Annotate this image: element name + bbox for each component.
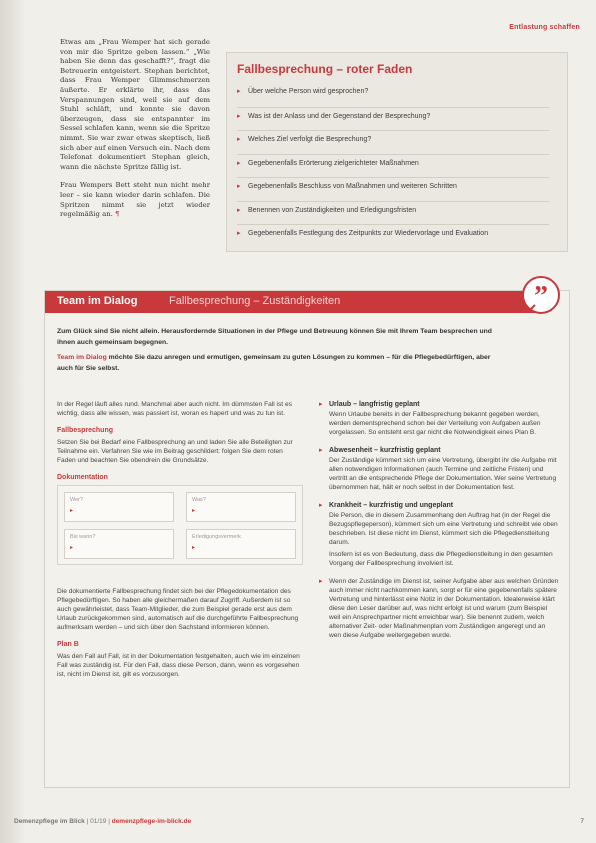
website-link[interactable]: demenzpflege-im-blick.de [111, 818, 192, 825]
field-label: Was? [192, 497, 206, 503]
issue-number: 01/19 [90, 818, 107, 825]
list-item-text: Gegebenenfalls Festlegung des Zeitpunkts zur Wiedervorlage und Evaluation [248, 230, 489, 237]
list-item [237, 83, 549, 107]
arrow-icon: ▸ [319, 447, 323, 454]
list-item-text: Welches Ziel verfolgt die Besprechung? [248, 136, 372, 143]
team-dialog-subtitle: Fallbesprechung – Zuständigkeiten [169, 295, 341, 307]
intro-highlight: Team im Dialog [57, 354, 107, 361]
page-number: 7 [580, 818, 584, 825]
list-item [237, 107, 549, 131]
list-item [237, 201, 549, 225]
footer-separator: | [86, 818, 91, 825]
field-label: Erledigungsvermerk [192, 534, 241, 540]
footer-separator: | [108, 818, 112, 825]
arrow-icon: ▸ [319, 578, 323, 585]
team-dialog-box [44, 281, 570, 788]
triangle-bullet-icon: ▸ [237, 136, 241, 143]
form-field-was [186, 492, 296, 522]
quote-bubble-icon [521, 275, 561, 315]
list-item [237, 130, 549, 154]
triangle-bullet-icon: ▸ [237, 183, 241, 190]
triangle-bullet-icon: ▸ [237, 159, 241, 167]
field-label: Wer? [70, 497, 84, 503]
documentation-form [57, 485, 303, 565]
item-title: Krankheit – kurzfristig und ungeplant [329, 502, 454, 509]
team-dialog-title: Team im Dialog [57, 295, 138, 307]
arrow-icon: ▸ [319, 401, 323, 408]
form-field-erledigungsvermerk [186, 529, 296, 559]
item-title: Abwesenheit – kurzfristig geplant [329, 447, 441, 454]
end-mark: ¶ [115, 210, 120, 219]
left-column [57, 400, 301, 687]
plan-b-text: Was den Fall auf Fall, ist in der Dokumentation festgehalten, auch wie im einzelnen Fall was zuständig ist. Für den Fall, dass diese Person, dann, wenn es vorgesehen ist, nicht im Dienst ist, gilt es vorzusorgen. [57, 653, 300, 678]
list-item [319, 446, 559, 492]
list-item-text: Benennen von Zuständigkeiten und Erledigungsfristen [248, 206, 417, 214]
team-dialog-intro [57, 326, 507, 378]
item-text: Der Zuständige kümmert sich um eine Vertretung, übergibt ihr die Aufgabe mit allen notwendigen Informationen (auch Termine und zeitliche Fristen) und vertritt an die entsprechende Pflege der Dokumentation. Wer seine Vertretung übernommen hat, hält er noch selbst in der Dokumentation fest. [329, 457, 557, 491]
intro-paragraph-2 [57, 352, 507, 374]
arrow-icon: ▸ [192, 508, 196, 514]
dokumentation-text: Die dokumentierte Fallbesprechung findet sich bei der Pflegedokumentation des Pflegebedürftigen. So haben alle gleichermaßen darauf Zugriff. Außerdem ist so auch gewährleistet, dass Team-Mitglieder, die zum Beispiel gerade erst aus dem Urlaub zurückgekommen sind, automatisch auf die durchgeführte Fallbesprechung aufmerksam werden – und sich über den Sachstand informieren können. [57, 588, 299, 631]
triangle-bullet-icon: ▸ [237, 88, 241, 95]
list-item [319, 501, 559, 568]
list-item-text: Gegebenenfalls Beschluss von Maßnahmen und weiteren Schritten [248, 183, 457, 190]
list-item-text: Gegebenenfalls Erörterung zielgerichteter Maßnahmen [248, 159, 419, 167]
plan-b-heading: Plan B [57, 641, 79, 648]
item-text: Die Person, die in diesem Zusammenhang den Auftrag hat (in der Regel die Bezugspflegeperson), kümmert sich um eine Vertretung und schreibt wie oben beschrieben. Ist diese nicht im Dienst, kümmert sich die Pflegedienstleitung darum. [329, 512, 558, 546]
item-title: Urlaub – langfristig geplant [329, 401, 420, 408]
arrow-icon: ▸ [192, 545, 196, 551]
dokumentation-heading: Dokumentation [57, 474, 108, 481]
arrow-icon: ▸ [319, 502, 323, 509]
article-paragraph-text: Frau Wempers Bett steht nun nicht mehr leer – sie kann wieder darin schlafen. Die Spritzen nimmt sie jetzt wieder regelmäßig an. [60, 181, 210, 219]
item-text: Wenn der Zuständige im Dienst ist, seiner Aufgabe aber aus welchen Gründen auch immer nicht nachkommen kann, sorgt er für eine gegebenenfalls spätere Vertretung und hinterlässt eine Notiz in der Dokumentation. Idealerweise klärt diese den Leser darüber auf, was nicht erfolgt ist und warum (zum Beispiel weil ein Ansprechpartner nicht erreichbar war). Sie benennt zudem, welch alternativer Zeit- oder Maßnahmenplan vom Zuständigen angeregt und an wen diese Aufgabe weitergegeben wurde. [329, 578, 559, 639]
triangle-bullet-icon: ▸ [237, 230, 241, 237]
section-tag: Entlastung schaffen [509, 24, 580, 31]
roter-faden-list [227, 83, 567, 248]
field-label: Bis wann? [70, 534, 96, 540]
page-footer [14, 818, 584, 825]
list-item [237, 154, 549, 178]
article-paragraph: Etwas am „Frau Wemper hat sich gerade von mir die Spritze geben lassen.“ „Wie haben Sie denn das geschafft?“, fragt die Betreuerin entgeistert. Stephan berichtet, dass Frau Wemper Glimmschmerzen äußerte. Er erklärte ihr, dass das Verspannungen sind, weil sie auf dem Stuhl schläft, und konnte sie davon überzeugen, dass sie entspannter im Sessel schlafen kann, wenn sie die Spritze nimmt. Sie war zwar etwas skeptisch, ließ sich aber auf einen Versuch ein. Nach dem Telefonat dokumentiert Stephan gleich, wann die nächste Spritze fällig ist. [60, 38, 210, 171]
page-binding-shadow [0, 0, 26, 843]
form-field-bis-wann [64, 529, 174, 559]
list-item [319, 400, 559, 437]
article-paragraph-end [60, 181, 210, 219]
intro-text: möchte Sie dazu anregen und ermutigen, gemeinsam zu guten Lösungen zu kommen – für die Pflegebedürftigen, aber auch für Sie selbst. [57, 354, 491, 372]
fallbesprechung-text: Setzen Sie bei Bedarf eine Fallbesprechung an und laden Sie alle Beteiligten zur Teilnahme ein. Verfahren Sie wie im Beitrag geschildert: folgen Sie dem roten Faden und beachten Sie obendrein die Grundsätze. [57, 439, 293, 464]
magazine-name: Demenzpflege im Blick [14, 818, 85, 825]
roter-faden-box [226, 52, 568, 252]
list-item-text: Über welche Person wird gesprochen? [248, 88, 369, 95]
svg-text:”: ” [534, 281, 548, 312]
article-text [60, 38, 210, 229]
fallbesprechung-heading: Fallbesprechung [57, 427, 114, 434]
list-item [237, 177, 549, 201]
roter-faden-title: Fallbesprechung – roter Faden [237, 62, 413, 76]
triangle-bullet-icon: ▸ [237, 112, 241, 120]
item-text-2: Insofern ist es von Bedeutung, dass die Pflegedienstleitung in den gesamten Vorgang der Fallbesprechung involviert ist. [329, 551, 553, 567]
list-item-text: Was ist der Anlass und der Gegenstand der Besprechung? [248, 112, 431, 120]
list-item [237, 224, 549, 248]
item-text: Wenn Urlaube bereits in der Fallbesprechung bekannt gegeben werden, werden dementsprechend schon bei der Verteilung von Aufgaben außen vorgelassen. So entsteht erst gar nicht die Notwendigkeit eines Plan B. [329, 411, 541, 436]
list-item [319, 577, 559, 640]
form-field-wer [64, 492, 174, 522]
triangle-bullet-icon: ▸ [237, 206, 241, 214]
arrow-icon: ▸ [70, 545, 74, 551]
left-paragraph: In der Regel läuft alles rund. Manchmal aber auch nicht. Im dümmsten Fall ist es wichtig, dass alle wissen, was passiert ist, woran es hapert und was zu tun ist. [57, 401, 292, 417]
arrow-icon: ▸ [70, 508, 74, 514]
right-column [319, 400, 559, 649]
intro-paragraph: Zum Glück sind Sie nicht allein. Herausfordernde Situationen in der Pflege und Betreuung können Sie mit Ihrem Team besprechen und ihnen auch gemeinsam begegnen. [57, 328, 492, 346]
team-dialog-header [45, 291, 535, 313]
